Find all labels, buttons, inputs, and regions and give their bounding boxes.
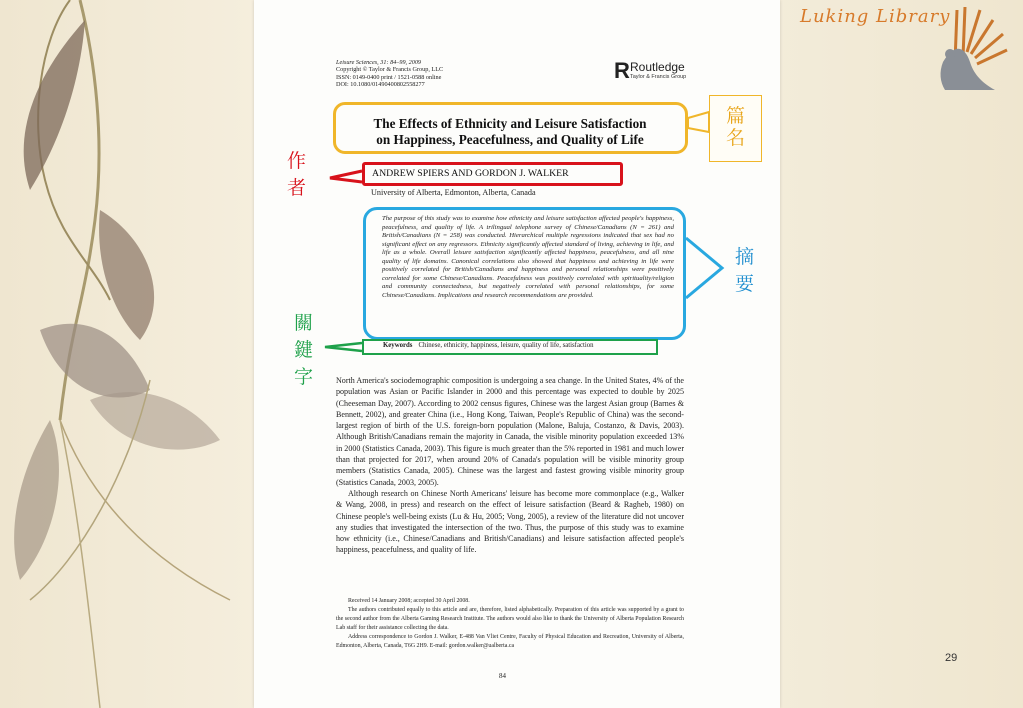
journal-info <box>336 59 443 88</box>
title-label <box>709 95 762 162</box>
journal-info-line: Leisure Sciences, 31: 84–99, 2009 <box>336 59 422 66</box>
keywords-list: Chinese, ethnicity, happiness, leisure, quality of life, satisfaction <box>418 342 594 349</box>
footnote: The authors contributed equally to this article and are, therefore, listed alphabetically. Preparation of this article was supported by a grant to the second author from the Alberta Gaming Research Institute. The authors would also like to thank the University of Alberta Population Research Lab staff for their assistance collecting the data. <box>336 607 684 631</box>
abstract-label-char: 摘 <box>735 246 755 268</box>
abstract-label-char: 要 <box>735 273 755 295</box>
paper-authors: ANDREW SPIERS AND GORDON J. WALKER <box>372 168 569 179</box>
journal-info-line: Copyright © Taylor & Francis Group, LLC <box>336 66 444 74</box>
title-label-char: 名 <box>725 127 745 149</box>
author-label-char: 作 <box>287 150 307 172</box>
body-paragraph: Although research on Chinese North Americans' leisure has become more commonplace (e.g., Walker & Wang, 2008, in press) and research on the effect of leisure satisfaction (Beard & Ragheb, 1980) on Chinese people's well-being exists (Lu & Hu, 2005; Vong, 2005), a review of the literature did not uncover any studies that investigated the intersection of the two. Thus, the purpose of this study was to examine how ethnicity (i.e., Chinese/Canadians and British/Canadians) and leisure satisfaction affected people's happiness, peacefulness, and quality of life. <box>336 488 684 555</box>
routledge-icon: R <box>614 58 630 83</box>
paper-title <box>340 116 680 148</box>
author-label <box>287 148 306 202</box>
keywords-label-char: 字 <box>294 366 314 388</box>
footnote: Address correspondence to Gordon J. Walker, E-488 Van Vliet Centre, Faculty of Physical Education and Recreation, University of Alberta, Edmonton, Alberta, Canada, T6G 2H9. E-mail: gordon.walker@ualberta.ca <box>336 634 684 649</box>
title-label-char: 篇 <box>725 105 745 127</box>
title-line: on Happiness, Peacefulness, and Quality of Life <box>376 132 644 147</box>
slide-number: 29 <box>945 652 958 664</box>
abstract-label <box>735 244 754 298</box>
publisher-logo <box>610 58 710 84</box>
paper-footnotes <box>336 597 684 651</box>
keywords-label <box>294 310 313 391</box>
title-line: The Effects of Ethnicity and Leisure Satisfaction <box>373 116 647 131</box>
paper-keywords <box>383 342 594 349</box>
author-label-char: 者 <box>287 177 307 199</box>
library-logo-icon <box>935 2 1015 92</box>
leaf-decoration <box>0 0 250 708</box>
paper-body <box>336 375 684 556</box>
footnote: Received 14 January 2008; accepted 30 April 2008. <box>348 598 470 604</box>
journal-info-line: DOI: 10.1080/01490400802558277 <box>336 80 425 88</box>
keywords-label-char: 鍵 <box>294 339 314 361</box>
paper-abstract: The purpose of this study was to examine how ethnicity and leisure satisfaction affected people's happiness, peacefulness, and quality of life. A trilingual telephone survey of Chinese/Canadians (N = 261) and British/Canadians (N = 258) was conducted. Hierarchical multiple regressions indicated that sex had no significant effect on any regressors. Ethnicity significantly affected standard of living, achieving in life, and life as a whole. Overall leisure satisfaction significantly affected happiness, peacefulness, and all nine quality of life domains. Canonical correlations also showed that happiness and achieving in life were positively correlated for British/Canadians and happiness and personal relationships were positively correlated for some Chinese/Canadians. Peacefulness was positively correlated with spirituality/religion and community connectedness, but negatively correlated with personal relationships, for some Chinese/Canadians. Implications and research recommendations are provided. <box>382 215 674 299</box>
journal-info-line: ISSN: 0149-0400 print / 1521-0588 online <box>336 73 442 81</box>
publisher-name: Routledge <box>630 60 685 74</box>
publisher-subtitle: Taylor & Francis Group <box>630 74 687 80</box>
library-logo-text: Luking Library <box>800 6 951 27</box>
author-affiliation: University of Alberta, Edmonton, Alberta, Canada <box>371 188 536 197</box>
keywords-label-char: 關 <box>294 312 314 334</box>
page-number: 84 <box>499 672 506 680</box>
keywords-heading: Keywords <box>383 342 413 349</box>
body-paragraph: North America's sociodemographic composition is undergoing a sea change. In the United States, 4% of the population was Asian or Pacific Islander in 2000 and this percentage was expected to double by 2025 (Cheeseman Day, 2007). According to 2002 census figures, Chinese was the largest Asian group (Barnes & Bennett, 2002), and greater China (i.e., Hong Kong, Taiwan, People's Republic of China) was the second-largest region of birth of the U.S. foreign-born population (Malone, Baluja, Costanzo, & Davis, 2003). Although British/Canadians remain the majority in Canada, the visible minority population exceeded 13% in 2000 (Statistics Canada, 2003). This figure is much greater than the 5% reported in 1981 and much lower than that projected for 2017, when around 20% of Canada's population will be visible minority group members (Statistics Canada, 2005). Chinese was the largest and fastest growing visible minority group (Statistics Canada, 2003, 2005). <box>336 376 684 487</box>
